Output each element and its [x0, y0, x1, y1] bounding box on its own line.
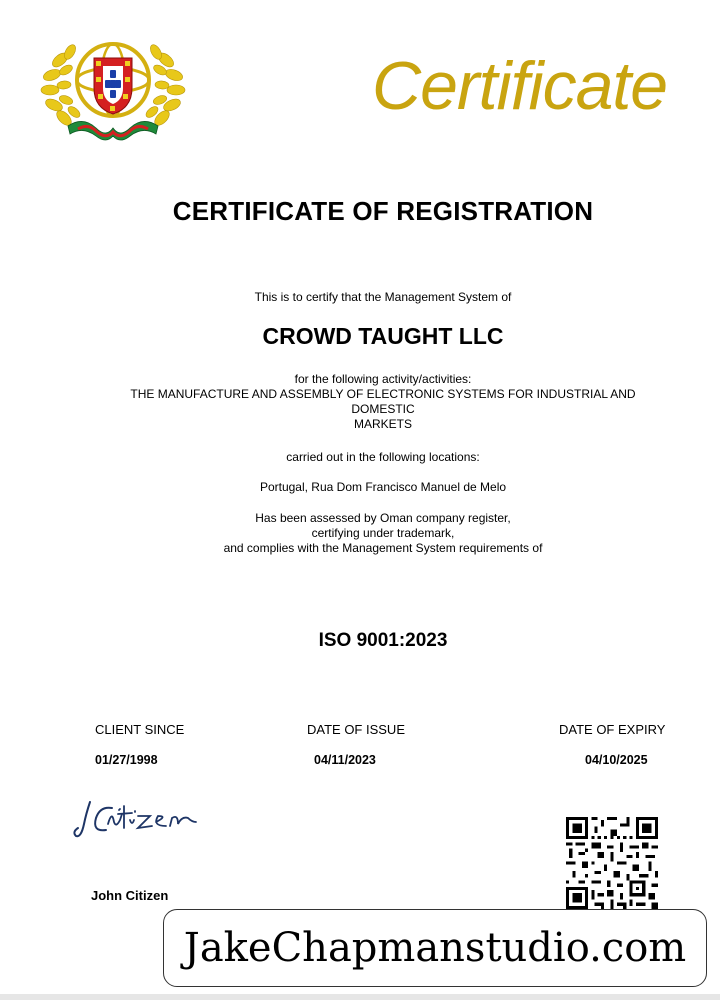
- date-of-expiry-label: DATE OF EXPIRY: [559, 722, 666, 737]
- iso-standard: ISO 9001:2023: [318, 630, 448, 651]
- client-since-value: 01/27/1998: [95, 753, 158, 767]
- activities-line: DOMESTIC: [351, 402, 415, 416]
- assessment-line: and complies with the Management System requirements of: [223, 541, 543, 555]
- watermark-banner: [163, 909, 707, 987]
- activities-line: MARKETS: [353, 417, 412, 431]
- assessment-block: [0, 511, 720, 556]
- company-name: CROWD TAUGHT LLC: [262, 323, 504, 349]
- bottom-divider: [0, 994, 720, 1000]
- location-address: Portugal, Rua Dom Francisco Manuel de Melo: [259, 480, 507, 494]
- certificate-heading-word: Certificate: [372, 48, 668, 124]
- client-since-label: CLIENT SINCE: [95, 722, 185, 737]
- activities-line: THE MANUFACTURE AND ASSEMBLY OF ELECTRONIC SYSTEMS FOR INDUSTRIAL AND: [130, 387, 636, 401]
- watermark-text: JakeChapmanstudio.com: [183, 925, 687, 971]
- certify-statement: This is to certify that the Management System of: [254, 290, 512, 304]
- date-of-issue-value: 04/11/2023: [314, 753, 376, 767]
- signer-name: John Citizen: [91, 888, 169, 903]
- date-of-expiry-value: 04/10/2025: [585, 753, 648, 767]
- locations-label: carried out in the following locations:: [286, 450, 480, 464]
- date-of-issue-label: DATE OF ISSUE: [307, 722, 405, 737]
- signature-image: [72, 796, 207, 846]
- activities-block: [0, 372, 720, 432]
- qr-code-icon[interactable]: [566, 817, 658, 909]
- activities-intro: for the following activity/activities:: [294, 372, 472, 386]
- assessment-line: certifying under trademark,: [311, 526, 455, 540]
- portugal-coat-of-arms-icon: [38, 30, 188, 145]
- page-title: CERTIFICATE OF REGISTRATION: [172, 196, 594, 226]
- assessment-line: Has been assessed by Oman company register,: [255, 511, 511, 525]
